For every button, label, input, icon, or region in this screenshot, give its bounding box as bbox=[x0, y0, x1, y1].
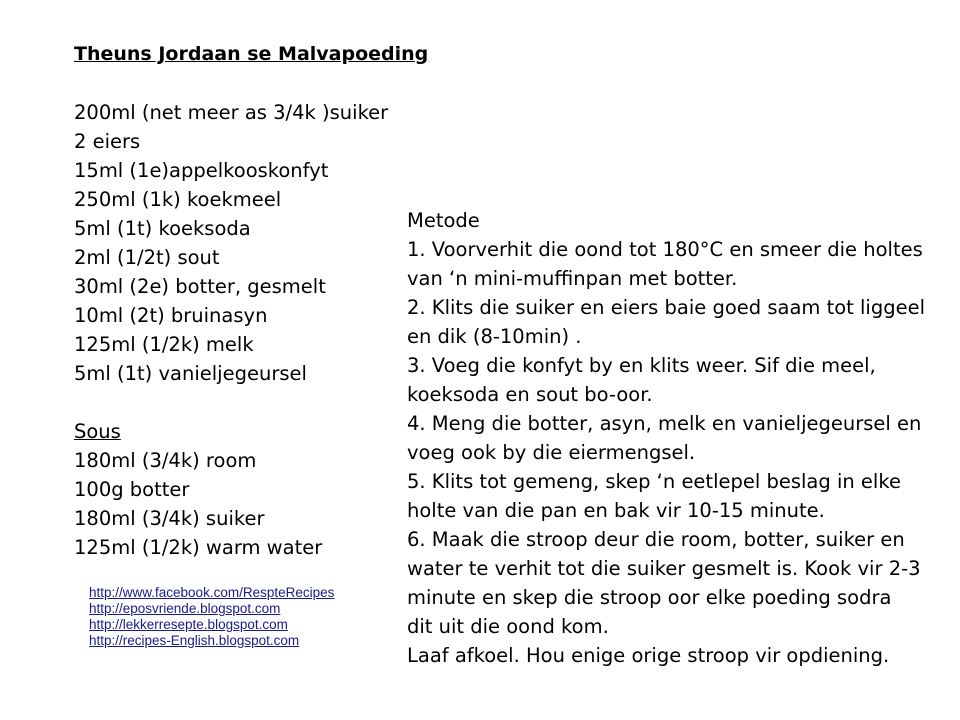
sauce-item: 180ml (3/4k) suiker bbox=[74, 507, 265, 530]
method-line: 3. Voeg die konfyt by en klits weer. Sif die meel, bbox=[407, 354, 876, 377]
method-line: koeksoda en sout bo-oor. bbox=[407, 383, 653, 406]
section-spacer bbox=[74, 388, 388, 417]
method-line: Laaf afkoel. Hou enige orige stroop vir opdiening. bbox=[407, 644, 890, 667]
method-line: voeg ook by die eiermengsel. bbox=[407, 441, 696, 464]
sauce-item: 180ml (3/4k) room bbox=[74, 449, 257, 472]
method-section bbox=[407, 206, 937, 670]
ingredient-item: 2ml (1/2t) sout bbox=[74, 246, 220, 269]
ingredient-item: 125ml (1/2k) melk bbox=[74, 333, 254, 356]
ingredient-item: 30ml (2e) botter, gesmelt bbox=[74, 275, 326, 298]
method-line: 1. Voorverhit die oond tot 180°C en smeer die holtes bbox=[407, 238, 923, 261]
sauce-item: 125ml (1/2k) warm water bbox=[74, 536, 323, 559]
method-line: 6. Maak die stroop deur die room, botter, suiker en bbox=[407, 528, 905, 551]
ingredient-item: 2 eiers bbox=[74, 130, 141, 153]
method-line: van ‘n mini-muffinpan met botter. bbox=[407, 267, 738, 290]
method-line: holte van die pan en bak vir 10-15 minute. bbox=[407, 499, 825, 522]
lekkerresepte-link[interactable]: http://lekkerresepte.blogspot.com bbox=[89, 617, 288, 632]
ingredient-item: 5ml (1t) vanieljegeursel bbox=[74, 362, 307, 385]
ingredient-item: 200ml (net meer as 3/4k )suiker bbox=[74, 101, 389, 124]
facebook-link[interactable]: http://www.facebook.com/RespteRecipes bbox=[89, 585, 335, 600]
link-list bbox=[89, 585, 334, 649]
ingredient-item: 10ml (2t) bruinasyn bbox=[74, 304, 268, 327]
recipe-title: Theuns Jordaan se Malvapoeding bbox=[74, 43, 429, 65]
method-line: minute en skep die stroop oor elke poeding sodra bbox=[407, 586, 892, 609]
method-line: 2. Klits die suiker en eiers baie goed saam tot liggeel bbox=[407, 296, 926, 319]
method-line: water te verhit tot die suiker gesmelt is. Kook vir 2-3 bbox=[407, 557, 921, 580]
ingredient-item: 250ml (1k) koekmeel bbox=[74, 188, 282, 211]
method-line: en dik (8-10min) . bbox=[407, 325, 582, 348]
sauce-heading: Sous bbox=[74, 420, 121, 443]
method-line: 5. Klits tot gemeng, skep ‘n eetlepel beslag in elke bbox=[407, 470, 901, 493]
method-line: 4. Meng die botter, asyn, melk en vanieljegeursel en bbox=[407, 412, 922, 435]
method-line: dit uit die oond kom. bbox=[407, 615, 609, 638]
method-heading: Metode bbox=[407, 209, 480, 232]
eposvriende-link[interactable]: http://eposvriende.blogspot.com bbox=[89, 601, 281, 616]
sauce-item: 100g botter bbox=[74, 478, 190, 501]
ingredient-list bbox=[74, 98, 388, 562]
ingredient-item: 5ml (1t) koeksoda bbox=[74, 217, 251, 240]
recipes-english-link[interactable]: http://recipes-English.blogspot.com bbox=[89, 633, 300, 648]
ingredient-item: 15ml (1e)appelkooskonfyt bbox=[74, 159, 329, 182]
